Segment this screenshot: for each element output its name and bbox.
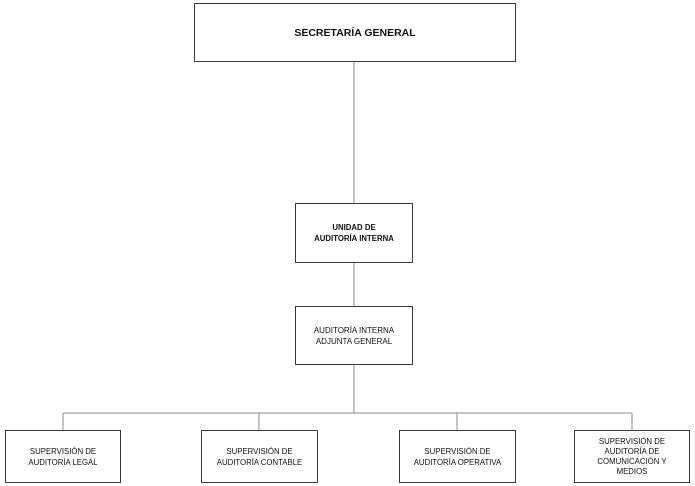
node-supervision-comunicacion — [574, 430, 690, 483]
node-supervision-contable — [201, 430, 318, 483]
node-label: SUPERVISIÓN DE AUDITORÍA OPERATIVA — [413, 446, 502, 467]
node-label: SUPERVISIÓN DE AUDITORÍA CONTABLE — [216, 446, 303, 467]
node-supervision-operativa — [399, 430, 516, 483]
node-label: AUDITORÍA INTERNA ADJUNTA GENERAL — [313, 325, 395, 346]
node-label: SUPERVISIÓN DE AUDITORÍA DE COMUNICACIÓN Y MEDIOS — [597, 436, 667, 476]
node-supervision-legal — [5, 430, 121, 483]
node-unidad-auditoria-interna — [295, 203, 413, 263]
node-secretaria-general — [194, 3, 516, 62]
node-label: SUPERVISIÓN DE AUDITORÍA LEGAL — [28, 446, 98, 467]
node-label: UNIDAD DE AUDITORÍA INTERNA — [314, 223, 394, 243]
node-label: SECRETARÍA GENERAL — [294, 26, 416, 39]
node-auditoria-adjunta-general — [295, 306, 413, 365]
